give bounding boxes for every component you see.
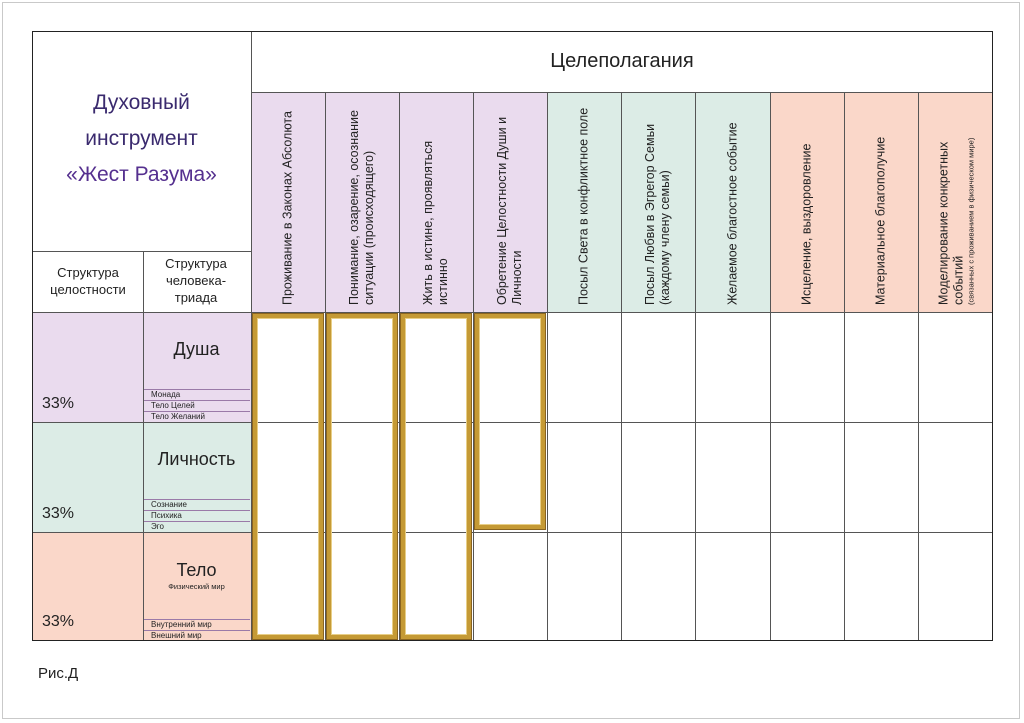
grid-line [473,92,474,641]
sub-item-desires-body: Тело Желаний [151,412,205,421]
grid-line [143,251,144,641]
column-header-10-title: Моделирование конкретных событий [936,141,965,305]
sub-item-goals-body: Тело Целей [151,401,195,410]
column-header-7 [695,92,770,312]
column-header-6-label: Посыл Любви в Эгрегор Семьи (каждому члену семьи) [643,123,672,305]
grid-line [547,92,548,641]
column-header-10 [918,92,993,312]
integrity-structure-label: Структура целостности [50,265,126,297]
figure-caption: Рис.Д [38,665,79,682]
column-header-4 [473,92,547,312]
column-header-5 [547,92,621,312]
grid-line [399,92,400,641]
tool-title-line-1: Духовный [93,91,190,114]
row-percent-personality: 33% [42,505,75,522]
grid-line [325,92,326,641]
column-header-7-label: Желаемое благостное событие [725,122,739,305]
sub-item-inner-world: Внутренний мир [151,620,212,629]
sub-item-ego: Эго [151,522,164,531]
row-title-personality: Личность [157,449,236,469]
grid-line [32,251,251,252]
grid-line [918,92,919,641]
highlight-box-column-4 [475,314,545,529]
grid-line [695,92,696,641]
grid-line [844,92,845,641]
column-header-3-label: Жить в истине, проявляться истинно [421,140,450,305]
goals-header: Целеполагания [550,50,694,72]
highlight-box-column-1 [253,314,323,639]
grid-line [32,532,993,533]
human-structure-label: Структура человека-триада [165,256,227,305]
column-header-9-label: Материальное благополучие [873,136,888,305]
sub-item-monad: Монада [151,390,181,399]
grid-line [770,92,771,641]
sub-item-consciousness: Сознание [151,500,188,509]
column-header-4-label: Обретение Целостности Души и Личности [495,116,524,305]
sub-item-psyche: Психика [151,511,182,520]
column-header-10-note: (связанных с проживанием в физическом мире) [966,137,975,305]
highlight-box-column-3 [401,314,471,639]
row-subtitle-body: Физический мир [168,582,225,591]
column-header-8-label: Исцеление, выздоровление [799,143,814,305]
highlight-box-column-2 [327,314,397,639]
column-header-2 [325,92,399,312]
tool-title-line-3: «Жест Разума» [66,163,217,186]
grid-line [251,92,993,93]
column-header-2-label: Понимание, озарение, осознание ситуации (происходящего) [347,110,376,305]
row-title-soul: Душа [173,339,220,359]
column-header-8 [770,92,844,312]
column-header-1 [251,92,325,312]
column-header-10-label [936,99,975,305]
grid-line [251,31,252,641]
row-percent-body: 33% [42,613,75,630]
column-header-5-label: Посыл Света в конфликтное поле [576,107,591,305]
column-header-9 [844,92,918,312]
grid-line [621,92,622,641]
row-title-body: Тело [176,560,217,580]
column-header-3 [399,92,473,312]
row-percent-soul: 33% [42,395,75,412]
column-header-1-label: Проживание в Законах Абсолюта [280,111,295,305]
grid-line [32,312,993,313]
sub-item-outer-world: Внешний мир [151,631,202,640]
tool-title-line-2: инструмент [85,127,198,150]
column-header-6 [621,92,695,312]
tool-title [32,85,251,193]
